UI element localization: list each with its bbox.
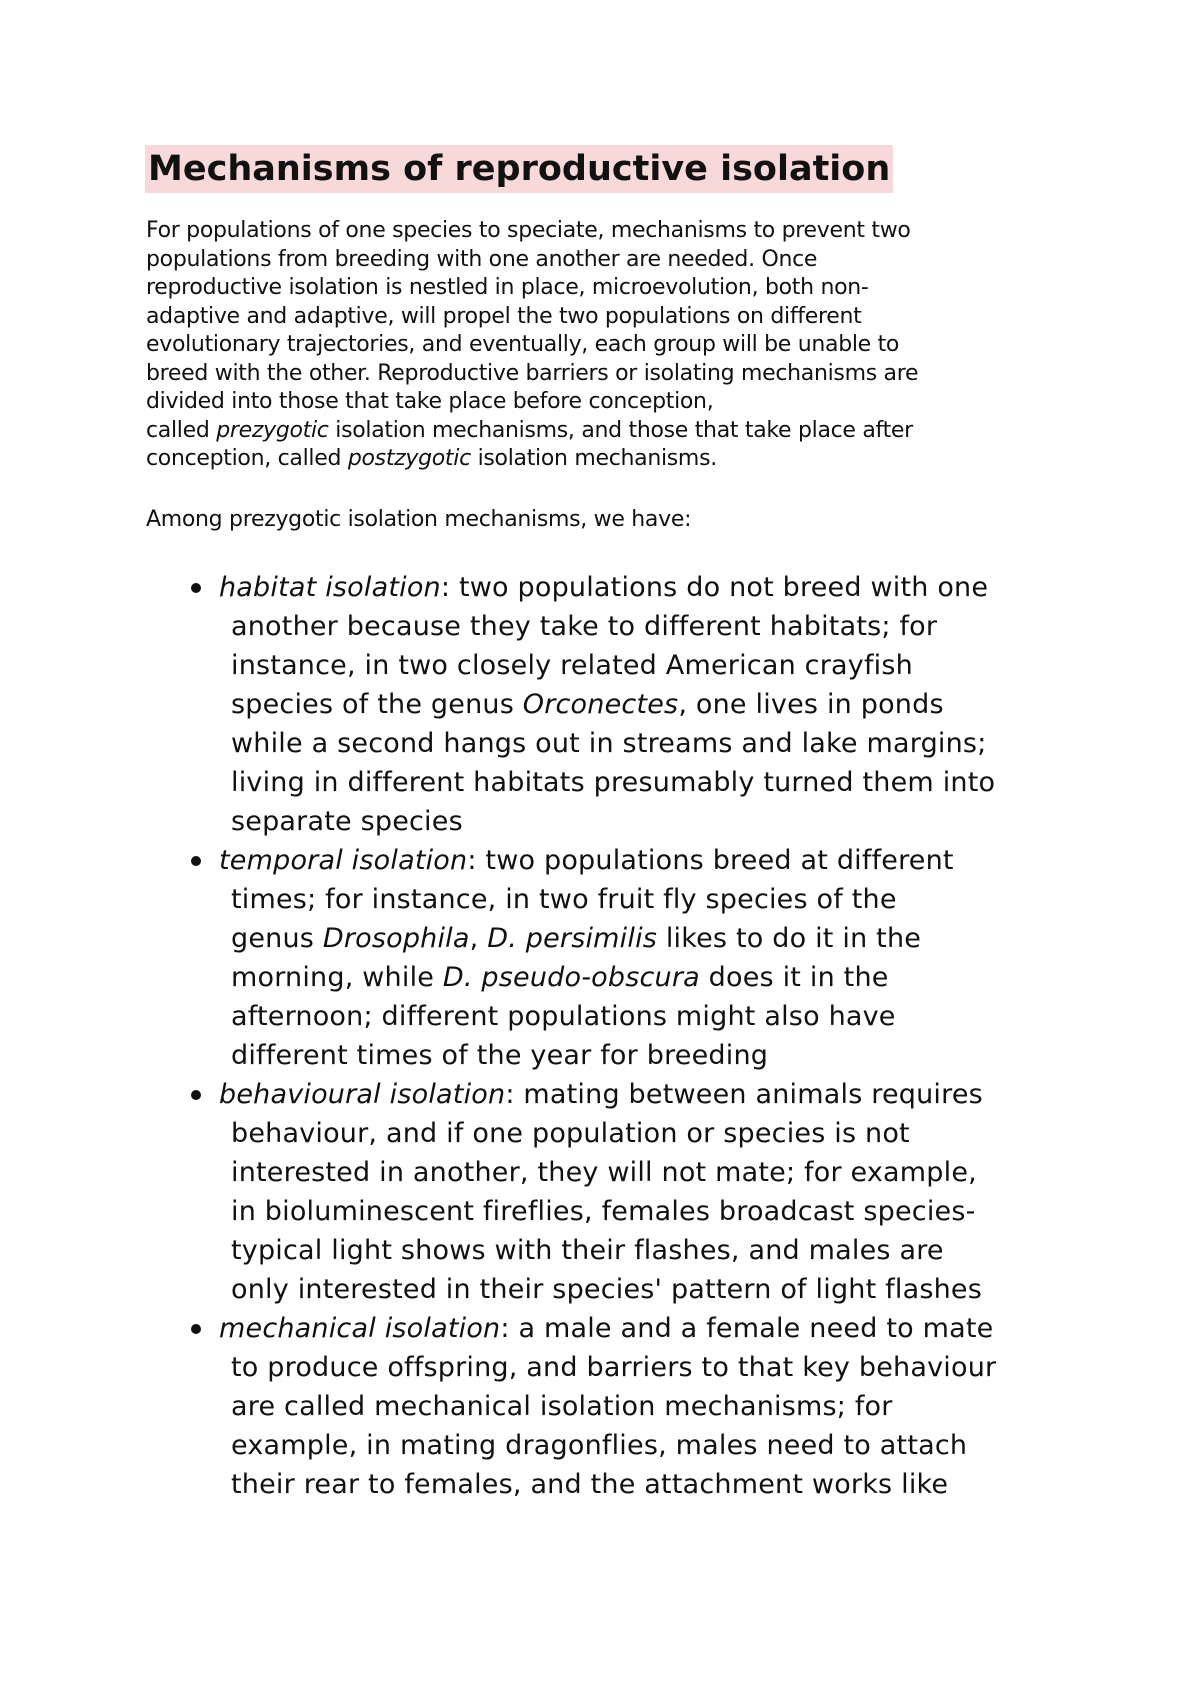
list-item-line (0, 1153, 1200, 1192)
list-item (0, 1075, 1200, 1309)
intro-line (146, 417, 1066, 446)
text-run: breed with the other. Reproductive barriers or isolating mechanisms are (146, 360, 919, 386)
list-item-line (0, 1192, 1200, 1231)
list-item-line (0, 958, 1200, 997)
mechanism-list (0, 568, 1200, 1504)
italic-term: behavioural isolation (219, 1079, 506, 1110)
italic-term: postzygotic (347, 446, 471, 471)
italic-term: habitat isolation (219, 572, 441, 603)
bullet-icon (191, 583, 201, 593)
text-run: in bioluminescent fireflies, females broadcast species- (231, 1196, 976, 1227)
list-item-line (0, 802, 1200, 841)
intro-line (146, 360, 1066, 389)
text-run: another because they take to different habitats; for (231, 611, 938, 642)
list-item-line (0, 1270, 1200, 1309)
text-run: evolutionary trajectories, and eventually, each group will be unable to (146, 332, 900, 357)
list-item-line (0, 841, 1200, 880)
list-item-line (0, 1309, 1200, 1348)
italic-term: temporal isolation (219, 845, 468, 876)
text-run: reproductive isolation is nestled in place, microevolution, both non- (146, 275, 869, 300)
text-run: separate species (231, 806, 463, 837)
text-run: typical light shows with their flashes, and males are (231, 1235, 944, 1266)
text-run: isolation mechanisms, and those that take place after (328, 417, 913, 443)
text-run: behaviour, and if one population or species is not (231, 1118, 910, 1149)
text-run: example, in mating dragonflies, males need to attach (231, 1430, 968, 1461)
list-item-line (0, 607, 1200, 646)
list-item-line (0, 568, 1200, 607)
text-run: interested in another, they will not mate; for example, (231, 1157, 977, 1188)
text-run: adaptive and adaptive, will propel the two populations on different (146, 303, 862, 329)
list-item-line (0, 1075, 1200, 1114)
list-item-line (0, 1348, 1200, 1387)
text-run: , (469, 923, 488, 954)
text-run: only interested in their species' pattern of light flashes (231, 1274, 982, 1305)
intro-line (146, 331, 1066, 360)
text-run: does it in the (699, 962, 889, 993)
intro-line (146, 274, 1066, 303)
text-run: genus (231, 923, 323, 954)
intro-paragraph (146, 217, 1066, 474)
text-run: : two populations breed at different (467, 845, 954, 876)
text-run: different times of the year for breeding (231, 1040, 769, 1071)
text-run: , one lives in ponds (678, 689, 944, 720)
text-run: times; for instance, in two fruit fly species of the (231, 884, 897, 915)
list-item-line (0, 1465, 1200, 1504)
list-item (0, 568, 1200, 841)
italic-term: prezygotic (216, 417, 329, 443)
text-run: afternoon; different populations might also have (231, 1001, 896, 1032)
list-item-line (0, 1426, 1200, 1465)
text-run: instance, in two closely related American crayfish (231, 650, 913, 681)
list-item-line (0, 919, 1200, 958)
text-run: populations from breeding with one another are needed. Once (146, 246, 818, 272)
text-run: morning, while (231, 962, 443, 993)
italic-term: D. persimilis (487, 923, 658, 954)
list-item-line (0, 724, 1200, 763)
text-run: to produce offspring, and barriers to that key behaviour (231, 1352, 997, 1383)
list-item-line (0, 646, 1200, 685)
list-item (0, 1309, 1200, 1504)
text-run: likes to do it in the (657, 923, 922, 954)
list-item-line (0, 1114, 1200, 1153)
list-item-line (0, 763, 1200, 802)
intro-line (146, 445, 1066, 474)
text-run: while a second hangs out in streams and lake margins; (231, 728, 987, 759)
text-run: called (146, 417, 217, 443)
intro-line (146, 303, 1066, 332)
list-item-line (0, 1036, 1200, 1075)
bullet-icon (191, 1090, 201, 1100)
list-item-line (0, 880, 1200, 919)
intro-line (146, 217, 1066, 246)
list-item-line (0, 997, 1200, 1036)
text-run: : two populations do not breed with one (440, 572, 989, 603)
list-lead-sentence: Among prezygotic isolation mechanisms, we have: (146, 507, 692, 532)
text-run: living in different habitats presumably turned them into (231, 767, 996, 798)
text-run: : a male and a female need to mate (500, 1313, 994, 1344)
list-item-line (0, 685, 1200, 724)
bullet-icon (191, 1324, 201, 1334)
list-item (0, 841, 1200, 1075)
text-run: isolation mechanisms. (470, 446, 717, 471)
italic-term: Orconectes (522, 689, 679, 720)
intro-line (146, 246, 1066, 275)
intro-line (146, 388, 1066, 417)
text-run: their rear to females, and the attachment works like (231, 1469, 949, 1500)
document-title: Mechanisms of reproductive isolation (145, 145, 893, 193)
list-item-line (0, 1231, 1200, 1270)
list-item-line (0, 1387, 1200, 1426)
italic-term: Drosophila (322, 923, 470, 954)
text-run: conception, called (146, 446, 348, 471)
text-run: are called mechanical isolation mechanisms; for (231, 1391, 893, 1422)
text-run: divided into those that take place before conception, (146, 389, 714, 414)
text-run: species of the genus (231, 689, 523, 720)
text-run: : mating between animals requires (505, 1079, 983, 1110)
bullet-icon (191, 856, 201, 866)
italic-term: D. pseudo-obscura (442, 962, 700, 993)
text-run: For populations of one species to speciate, mechanisms to prevent two (146, 218, 911, 243)
italic-term: mechanical isolation (219, 1313, 501, 1344)
